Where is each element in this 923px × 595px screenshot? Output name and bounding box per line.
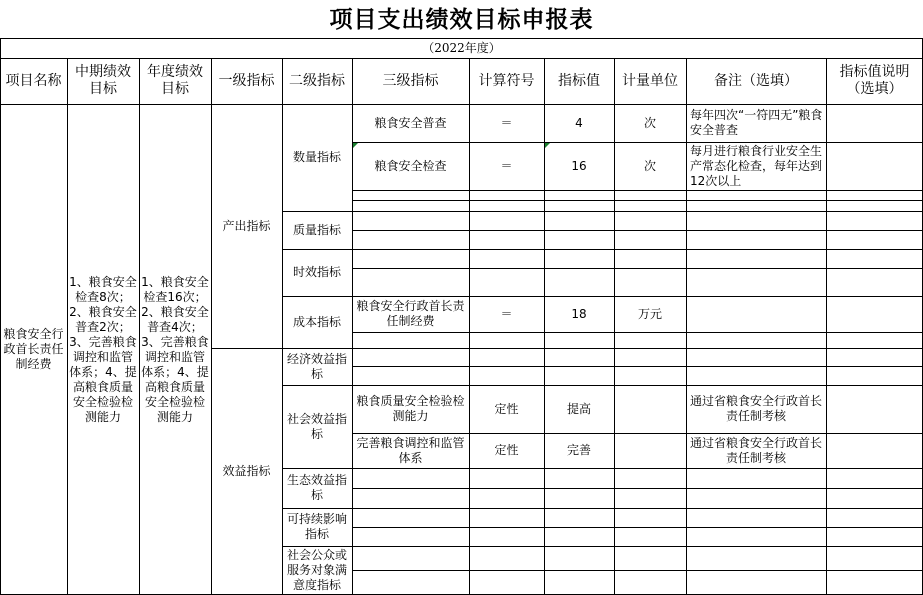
row-cost-name: 粮食安全行政首长责任制经费 (356, 299, 465, 328)
project-name-cell: 粮食安全行政首长责任制经费 (3, 327, 64, 371)
level2-economic: 经济效益指标 (286, 351, 347, 381)
level2-cost: 成本指标 (292, 314, 341, 329)
row-testing-note: 通过省粮食安全行政首长责任制考核 (689, 394, 822, 423)
row-cost-unit: 万元 (637, 306, 662, 321)
row-regulation-symbol: 定性 (494, 443, 519, 457)
row-regulation-value: 完善 (566, 443, 591, 457)
level2-ecological: 生态效益指标 (286, 473, 347, 502)
header-value: 指标值 (558, 72, 600, 89)
cell-comment-marker (545, 143, 550, 148)
row-census-unit: 次 (643, 115, 656, 130)
mid-goal-cell: 1、粮食安全检查8次；2、粮食安全普查2次；3、完善粮食调控和监管体系；4、提高粮食质量安全检验检测能力 (69, 274, 137, 424)
level1-benefit: 效益指标 (222, 464, 271, 478)
row-cost-symbol: ＝ (500, 306, 513, 321)
row-inspection-value: 16 (571, 158, 587, 173)
header-note: 备注（选填） (714, 72, 798, 89)
row-regulation-name: 完善粮食调控和监管体系 (356, 435, 465, 465)
row-census-symbol: ＝ (500, 115, 513, 130)
row-inspection-name: 粮食安全检查 (374, 158, 447, 173)
row-testing-name: 粮食质量安全检验检测能力 (356, 394, 465, 423)
row-regulation-note: 通过省粮食安全行政首长责任制考核 (689, 435, 822, 465)
row-inspection-note: 每月进行粮食行业安全生产常态化检查，每年达到12次以上 (690, 143, 823, 188)
table-title: 项目支出绩效目标申报表 (329, 5, 594, 33)
row-testing-value: 提高 (566, 401, 591, 416)
header-symbol: 计算符号 (478, 72, 535, 89)
level2-sustainable: 可持续影响指标 (286, 512, 347, 541)
header-project-name: 项目名称 (5, 72, 62, 89)
row-cost-value: 18 (571, 306, 587, 321)
row-testing-symbol: 定性 (494, 401, 519, 416)
row-inspection-symbol: ＝ (500, 158, 513, 173)
header-level1: 一级指标 (218, 72, 275, 89)
row-inspection-unit: 次 (643, 158, 656, 173)
level2-timeliness: 时效指标 (292, 265, 341, 279)
row-census-name: 粮食安全普查 (374, 115, 447, 130)
row-census-note: 每年四次“一符四无”粮食安全普查 (690, 108, 823, 137)
row-census-value: 4 (575, 115, 583, 130)
level2-quality: 质量指标 (292, 222, 341, 237)
header-level3: 三级指标 (382, 72, 439, 89)
header-level2: 二级指标 (289, 72, 345, 89)
level1-output: 产出指标 (222, 218, 271, 233)
cell-comment-marker (353, 143, 358, 148)
year-label: （2022年度） (422, 40, 501, 55)
header-annual-goal: 年度绩效目标 (147, 64, 203, 97)
level2-satisfaction: 社会公众或服务对象满意度指标 (286, 548, 347, 592)
header-mid-goal: 中期绩效目标 (75, 64, 131, 97)
header-explain: 指标值说明（选填） (839, 64, 910, 97)
level2-social: 社会效益指标 (286, 411, 347, 441)
annual-goal-cell: 1、粮食安全检查16次；2、粮食安全普查4次；3、完善粮食调控和监管体系；4、提高粮食质量安全检验检测能力 (141, 274, 209, 424)
header-unit: 计量单位 (622, 72, 678, 89)
level2-quantity: 数量指标 (292, 150, 341, 164)
